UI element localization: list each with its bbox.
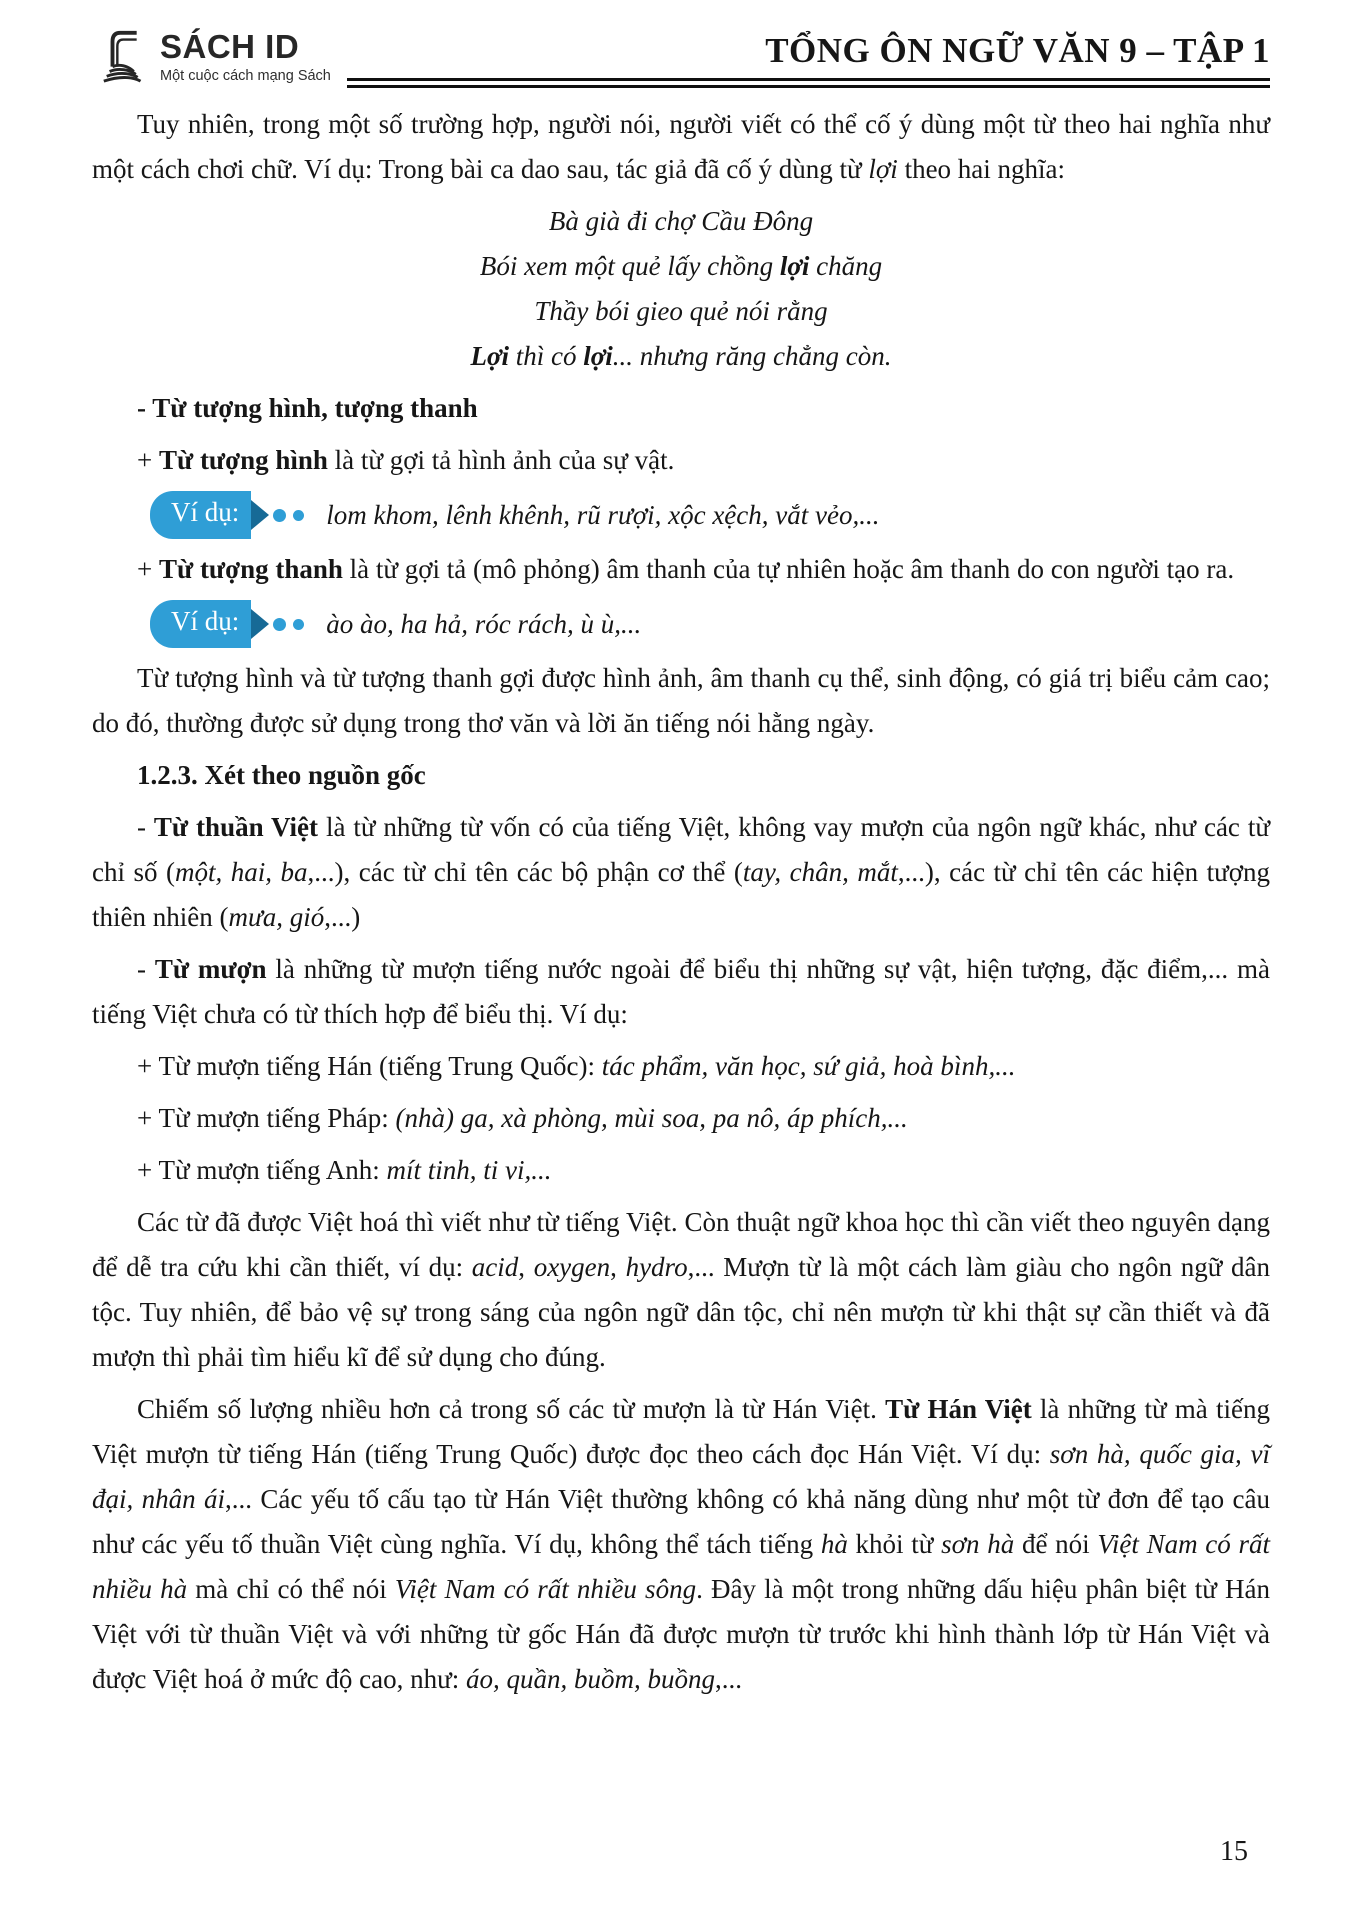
text-run: Việt Nam có rất nhiều sông — [394, 1574, 697, 1604]
text-run: hydro — [625, 1252, 688, 1282]
text-run: là từ gợi tả hình ảnh của sự vật. — [327, 445, 675, 475]
text-run: Từ tượng hình — [158, 445, 328, 475]
text-run: lom khom, lênh khênh, rũ rượi, xộc xệch, vắt vẻo,... — [326, 499, 880, 530]
text-run: một, hai, ba — [174, 857, 308, 887]
text-run: là những từ mượn tiếng nước ngoài để biểu thị những sự vật, hiện tượng, đặc điểm,... mà tiếng Việt chưa có từ thích hợp để biểu thị. Ví dụ: — [92, 954, 1270, 1029]
example-badge — [150, 600, 304, 648]
text-run: là từ những từ vốn có của tiếng Việt, không vay mượn của ngôn ngữ khác, như các từ chỉ số ( — [92, 812, 1270, 887]
open-book-icon — [98, 26, 156, 88]
text-run: để nói — [1014, 1529, 1098, 1559]
text-run: ,...), các từ chỉ tên các bộ phận cơ thể ( — [307, 857, 743, 887]
text-run: ... nhưng răng chẳng còn. — [612, 341, 892, 371]
verse-line — [92, 199, 1270, 244]
text-run: chăng — [809, 251, 883, 281]
text-run: - — [137, 954, 155, 984]
paragraph — [92, 805, 1270, 940]
document-content — [92, 102, 1270, 1702]
text-run: , — [610, 1252, 626, 1282]
paragraph — [92, 102, 1270, 192]
paragraph — [92, 1387, 1270, 1702]
paragraph — [92, 947, 1270, 1037]
text-run: - Từ tượng hình, tượng thanh — [137, 393, 478, 423]
text-run: 1.2.3. Xét theo nguồn gốc — [137, 760, 426, 790]
paragraph — [92, 1200, 1270, 1380]
text-run: + Từ mượn tiếng Anh: — [137, 1155, 387, 1185]
text-run: tác phẩm, văn học, sứ giả, hoà bình,... — [601, 1051, 1016, 1081]
text-run: Lợi — [470, 341, 510, 371]
text-run: + — [137, 554, 159, 584]
text-run: tay, chân, mắt — [742, 857, 898, 887]
text-run: oxygen — [533, 1252, 611, 1282]
text-run: là từ gợi tả (mô phỏng) âm thanh của tự nhiên hoặc âm thanh do con người tạo ra. — [342, 554, 1235, 584]
text-run: Từ mượn — [154, 954, 267, 984]
text-run: Chiếm số lượng nhiều hơn cả trong số các từ mượn là từ Hán Việt. — [137, 1394, 886, 1424]
dot-icon — [293, 619, 304, 630]
text-run: Bói xem một quẻ lấy chồng — [479, 251, 780, 281]
text-run: theo hai nghĩa: — [897, 154, 1066, 184]
example-badge-label: Ví dụ: — [150, 600, 251, 648]
paragraph — [92, 1044, 1270, 1089]
text-run: mưa, gió — [228, 902, 325, 932]
paragraph — [92, 547, 1270, 592]
text-run: áo, quần, buồm, buồng — [466, 1664, 716, 1694]
example-row — [150, 600, 1270, 648]
header-double-rule — [347, 78, 1270, 88]
text-run: ,... Các yếu tố cấu tạo từ Hán Việt thường không có khả năng dùng như một từ đơn để tạo câu như các yếu tố thuần Việt cùng nghĩa. Ví dụ, không thể tách tiếng — [92, 1484, 1270, 1559]
publisher-logo — [98, 26, 347, 88]
example-badge — [150, 491, 304, 539]
text-run: Từ Hán Việt — [885, 1394, 1032, 1424]
text-run: lợi — [868, 154, 898, 184]
logo-text — [160, 30, 331, 84]
text-run: ,... Mượn từ là một cách làm giàu cho ngôn ngữ dân tộc. Tuy nhiên, để bảo vệ sự trong sáng của ngôn ngữ dân tộc, chỉ nên mượn từ khi thật sự cần thiết và đã mượn thì phải tìm hiểu kĩ để sử dụng cho đúng. — [92, 1252, 1270, 1372]
page-header — [92, 26, 1270, 88]
text-run: Tuy nhiên, trong một số trường hợp, người nói, người viết có thể cố ý dùng một từ theo hai nghĩa như một cách chơi chữ. Ví dụ: Trong bài ca dao sau, tác giả đã cố ý dùng từ — [92, 109, 1270, 184]
paragraph — [92, 656, 1270, 746]
text-run: mít tinh, ti vi,... — [386, 1155, 552, 1185]
text-run: thì có — [509, 341, 584, 371]
text-run: Từ thuần Việt — [153, 812, 319, 842]
text-run: Bà già đi chợ Cầu Đông — [548, 206, 814, 236]
example-badge-label: Ví dụ: — [150, 491, 251, 539]
text-run: ,...) — [324, 902, 361, 932]
text-run: Từ tượng hình và từ tượng thanh gợi được hình ảnh, âm thanh cụ thể, sinh động, có giá trị biểu cảm cao; do đó, thường được sử dụng trong thơ văn và lời ăn tiếng nói hằng ngày. — [92, 663, 1270, 738]
text-run: mà chỉ có thể nói — [187, 1574, 395, 1604]
text-run: + — [137, 445, 159, 475]
text-run: + Từ mượn tiếng Pháp: — [137, 1103, 396, 1133]
verse-line — [92, 334, 1270, 379]
text-run: ,...), các từ chỉ tên các hiện tượng thiên nhiên ( — [92, 857, 1270, 932]
dot-icon — [273, 618, 286, 631]
text-run: khỏi từ — [847, 1529, 942, 1559]
text-run: sơn hà, quốc gia, vĩ đại, nhân ái — [92, 1439, 1270, 1514]
paragraph — [92, 386, 1270, 431]
example-text — [326, 602, 641, 647]
text-run: lợi — [583, 341, 613, 371]
example-text — [326, 493, 879, 538]
dot-icon — [293, 510, 304, 521]
arrow-right-icon — [251, 500, 269, 530]
paragraph — [92, 753, 1270, 798]
arrow-right-icon — [251, 609, 269, 639]
page-number: 15 — [1220, 1836, 1248, 1867]
header-right — [347, 32, 1270, 89]
example-row — [150, 491, 1270, 539]
paragraph — [92, 1148, 1270, 1193]
text-run: Từ tượng thanh — [158, 554, 343, 584]
logo-name: SÁCH ID — [160, 28, 300, 65]
text-run: ,... — [715, 1664, 743, 1694]
text-run: lợi — [779, 251, 810, 281]
paragraph — [92, 438, 1270, 483]
text-run: (nhà) ga, xà phòng, mùi soa, pa nô, áp phích,... — [395, 1103, 908, 1133]
text-run: - — [137, 812, 154, 842]
verse-line — [92, 244, 1270, 289]
text-run: + Từ mượn tiếng Hán (tiếng Trung Quốc): — [137, 1051, 602, 1081]
dot-icon — [273, 509, 286, 522]
text-run: Các từ đã được Việt hoá thì viết như từ tiếng Việt. Còn thuật ngữ khoa học thì cần viết theo nguyên dạng để dễ tra cứu khi cần thiết, ví dụ: — [92, 1207, 1270, 1282]
text-run: Việt Nam có rất nhiều hà — [92, 1529, 1270, 1604]
text-run: . Đây là một trong những dấu hiệu phân biệt từ Hán Việt với từ thuần Việt và với những từ gốc Hán đã được mượn từ trước khi hình thành lớp từ Hán Việt và được Việt hoá ở mức độ cao, như: — [92, 1574, 1271, 1694]
text-run: , — [518, 1252, 534, 1282]
text-run: hà — [820, 1529, 848, 1559]
text-run: là những từ mà tiếng Việt mượn từ tiếng Hán (tiếng Trung Quốc) được đọc theo cách đọc Hán Việt. Ví dụ: — [92, 1394, 1270, 1469]
text-run: sơn hà — [941, 1529, 1015, 1559]
logo-tagline: Một cuộc cách mạng Sách — [160, 68, 331, 84]
text-run: ào ào, ha hả, róc rách, ù ù,... — [326, 608, 642, 639]
text-run: Thầy bói gieo quẻ nói rằng — [534, 296, 828, 326]
text-run: acid — [471, 1252, 519, 1282]
paragraph — [92, 1096, 1270, 1141]
verse-line — [92, 289, 1270, 334]
book-title: TỔNG ÔN NGỮ VĂN 9 – TẬP 1 — [765, 30, 1270, 70]
